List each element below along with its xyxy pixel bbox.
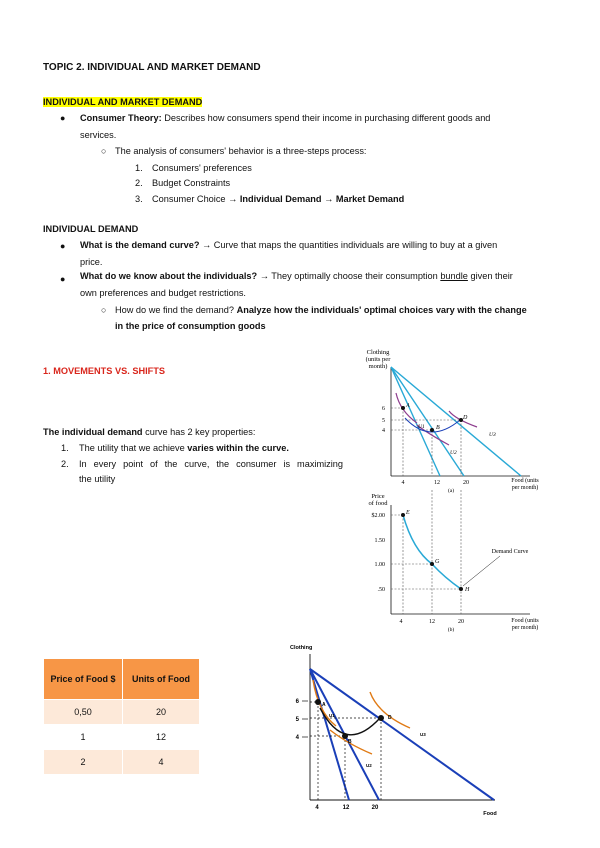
property-1-text: The utility that we achieve bbox=[79, 443, 185, 453]
individuals-line2: own preferences and budget restrictions. bbox=[80, 288, 246, 298]
point-label: G bbox=[435, 559, 440, 565]
budget-line bbox=[391, 367, 464, 476]
table-cell: 0,50 bbox=[44, 700, 123, 725]
y-tick-label: 6 bbox=[382, 406, 385, 412]
section-heading-individual-market-demand bbox=[43, 97, 202, 107]
budget-line bbox=[310, 669, 494, 800]
point-label: D bbox=[463, 415, 468, 421]
table-row bbox=[44, 750, 200, 775]
highlighted-heading: INDIVIDUAL AND MARKET DEMAND bbox=[43, 97, 203, 107]
bullet-icon: ● bbox=[60, 113, 66, 123]
point-label: B bbox=[348, 739, 352, 745]
step-3-prefix: Consumer Choice → bbox=[152, 194, 238, 204]
properties-intro bbox=[43, 427, 255, 437]
individuals-answer-end: given their bbox=[470, 271, 513, 281]
step-2: Budget Constraints bbox=[152, 178, 231, 188]
point-a bbox=[401, 406, 405, 410]
three-step-intro: The analysis of consumers' behavior is a three-steps process: bbox=[115, 146, 367, 156]
demand-curve-label: Demand Curve bbox=[491, 549, 529, 555]
arrow-icon: → bbox=[324, 194, 334, 204]
consumer-theory-paragraph bbox=[80, 110, 557, 127]
y-tick-label: 6 bbox=[295, 699, 299, 705]
table-cell: 4 bbox=[123, 750, 200, 775]
find-demand-line2: in the price of consumption goods bbox=[115, 321, 266, 331]
property-2: In every point of the curve, the consumer is maximizing bbox=[79, 459, 343, 469]
property-1 bbox=[79, 443, 289, 453]
demand-curve-question-bold: What is the demand curve? bbox=[80, 240, 200, 250]
table-cell: 1 bbox=[44, 725, 123, 750]
y-tick-label: 4 bbox=[295, 735, 299, 741]
individuals-question bbox=[80, 271, 557, 281]
x-tick-label: 4 bbox=[399, 619, 403, 625]
demand-curve-line2: price. bbox=[80, 257, 103, 267]
step-3 bbox=[152, 194, 404, 204]
y-tick-label: 4 bbox=[382, 428, 385, 434]
demand-curve-pointer bbox=[463, 556, 500, 586]
x-tick-label: 20 bbox=[463, 480, 469, 486]
point-e bbox=[401, 513, 405, 517]
x-axis-label-line: Food (units bbox=[511, 618, 539, 624]
table-row bbox=[44, 700, 200, 725]
property-1-bold: varies within the curve. bbox=[187, 443, 289, 453]
x-tick-label: 4 bbox=[315, 805, 319, 811]
x-tick-label: 4 bbox=[401, 480, 405, 486]
find-demand-text: How do we find the demand? bbox=[115, 305, 235, 315]
property-number: 2. bbox=[61, 459, 69, 469]
sub-bullet-circle-icon: ○ bbox=[101, 146, 107, 156]
table-cell: 12 bbox=[123, 725, 200, 750]
point-a bbox=[315, 699, 321, 705]
x-axis-label-line: per month) bbox=[511, 625, 539, 631]
x-tick-label: 12 bbox=[342, 805, 350, 811]
properties-intro-text: curve has 2 key properties: bbox=[145, 427, 256, 437]
demand-curve-chart-b bbox=[345, 490, 550, 642]
find-demand-question bbox=[115, 305, 557, 315]
step-1: Consumers' preferences bbox=[152, 163, 252, 173]
curve-label-u3: U3 bbox=[420, 732, 426, 737]
curve-label-u1: U1 bbox=[418, 424, 425, 430]
point-d bbox=[378, 715, 384, 721]
property-number: 1. bbox=[61, 443, 69, 453]
y-axis-label-line: Clothing bbox=[366, 349, 390, 356]
point-label: D bbox=[388, 715, 392, 721]
consumer-theory-line2: services. bbox=[80, 130, 117, 140]
consumer-theory-text: Describes how consumers spend their income in purchasing different goods and bbox=[164, 113, 491, 123]
section-heading-movements-shifts: 1. MOVEMENTS VS. SHIFTS bbox=[43, 366, 166, 376]
y-axis-label: Clothing bbox=[290, 645, 313, 651]
bundle-underlined: bundle bbox=[440, 271, 468, 281]
food-price-table bbox=[43, 658, 200, 775]
y-tick-label: .50 bbox=[377, 587, 385, 593]
demand-curve-answer: → Curve that maps the quantities individuals are willing to buy at a given bbox=[202, 240, 498, 250]
individuals-question-bold: What do we know about the individuals? bbox=[80, 271, 258, 281]
y-axis-label-line: (units per bbox=[365, 356, 391, 363]
x-tick-label: 12 bbox=[434, 480, 440, 486]
y-tick-label: 1.50 bbox=[374, 538, 385, 544]
indifference-curve-chart-bottom bbox=[280, 640, 505, 820]
y-axis-label-line: month) bbox=[368, 363, 388, 370]
x-tick-label: 20 bbox=[458, 619, 464, 625]
table-cell: 2 bbox=[44, 750, 123, 775]
sub-bullet-circle-icon: ○ bbox=[101, 305, 107, 315]
property-2-line2: the utility bbox=[79, 474, 116, 484]
chart-title: (a) bbox=[447, 488, 455, 494]
section-heading-individual-demand: INDIVIDUAL DEMAND bbox=[43, 224, 139, 234]
table-cell: 20 bbox=[123, 700, 200, 725]
bullet-icon: ● bbox=[60, 274, 66, 284]
chart-title: (b) bbox=[447, 627, 455, 633]
budget-line bbox=[391, 367, 521, 476]
step-3-market-demand: Market Demand bbox=[335, 194, 405, 204]
table-header: Price of Food $ bbox=[44, 659, 123, 700]
x-tick-label: 12 bbox=[429, 619, 435, 625]
x-axis-label-line: Food (units bbox=[511, 478, 539, 484]
point-label: A bbox=[406, 403, 410, 409]
step-number: 3. bbox=[135, 194, 143, 204]
y-tick-label: 5 bbox=[295, 717, 299, 723]
point-h bbox=[459, 587, 463, 591]
x-axis-label-line: per month) bbox=[511, 485, 539, 491]
x-axis-label: Food bbox=[483, 811, 497, 817]
page-title: TOPIC 2. INDIVIDUAL AND MARKET DEMAND bbox=[43, 62, 261, 73]
table-header: Units of Food bbox=[123, 659, 200, 700]
properties-intro-bold: The individual demand bbox=[43, 427, 143, 437]
individuals-answer: → They optimally choose their consumption bbox=[259, 271, 438, 281]
y-axis-label-line: of food bbox=[368, 500, 388, 507]
y-tick-label: 1.00 bbox=[374, 562, 385, 568]
point-label: B bbox=[436, 425, 440, 431]
y-axis-label-line: Price bbox=[371, 493, 385, 500]
step-number: 1. bbox=[135, 163, 143, 173]
consumer-theory-label: Consumer Theory: bbox=[80, 113, 162, 123]
bullet-icon: ● bbox=[60, 241, 66, 251]
step-3-individual-demand: Individual Demand bbox=[239, 194, 322, 204]
point-b bbox=[430, 428, 434, 432]
point-label: A bbox=[322, 702, 326, 708]
point-g bbox=[430, 562, 434, 566]
y-tick-label: 5 bbox=[382, 418, 385, 424]
curve-label-u1: U1 bbox=[329, 713, 335, 718]
point-label: H bbox=[465, 587, 470, 593]
point-label: E bbox=[406, 510, 410, 516]
demand-curve-question bbox=[80, 237, 557, 254]
y-tick-label: $2.00 bbox=[371, 513, 385, 519]
indifference-curve-chart-a bbox=[345, 345, 550, 495]
curve-label-u2: U2 bbox=[366, 763, 372, 768]
table-row bbox=[44, 725, 200, 750]
x-tick-label: 20 bbox=[371, 805, 379, 811]
curve-label-u2: U2 bbox=[450, 450, 457, 456]
step-number: 2. bbox=[135, 178, 143, 188]
find-demand-bold: Analyze how the individuals' optimal choices vary with the change bbox=[236, 305, 527, 315]
curve-label-u3: U3 bbox=[489, 432, 496, 438]
